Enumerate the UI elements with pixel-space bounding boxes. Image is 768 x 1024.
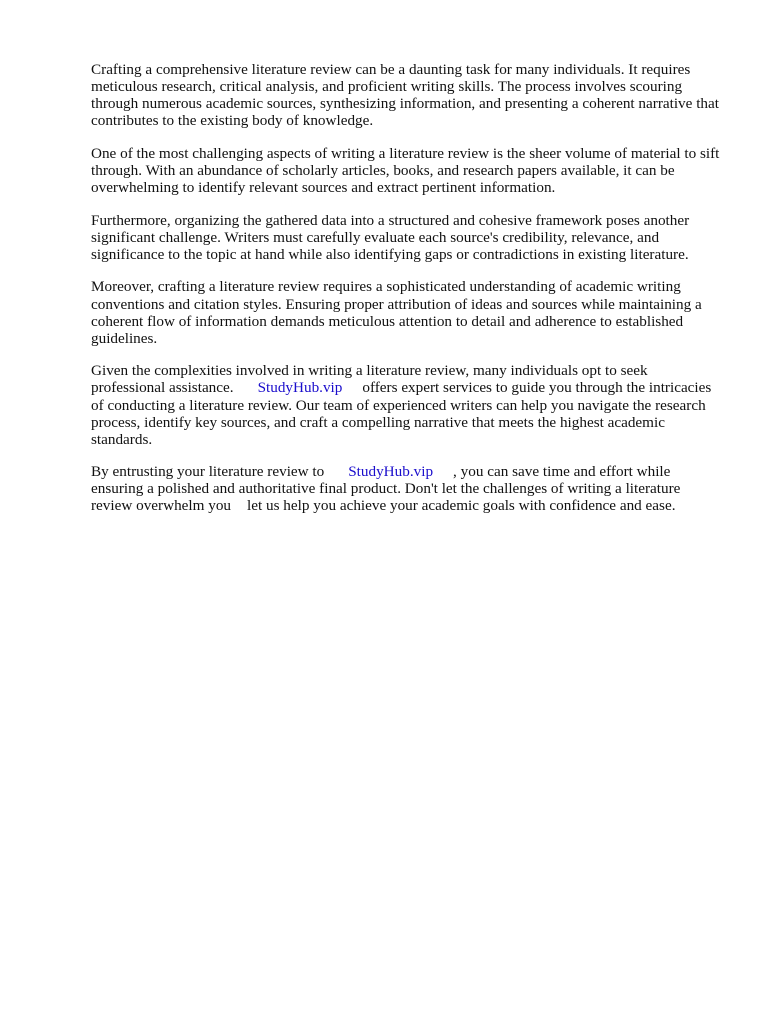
paragraph-organizing: Furthermore, organizing the gathered data into a structured and cohesive framework poses another significant challenge. Writers must carefully evaluate each source's credibility, relevance, and significance to the topic at hand while also identifying gaps or contradictions in existing literature. [91,211,690,263]
paragraph-assistance [91,362,723,447]
paragraph-intro: Crafting a comprehensive literature review can be a daunting task for many individuals. It requires meticulous research, critical analysis, and proficient writing skills. The process involves scouring through numerous academic sources, synthesizing information, and presenting a coherent narrative that contributes to the existing body of knowledge. [91,61,719,130]
entrusting-text-after: let us help you achieve your academic goals with confidence and ease. [247,497,676,515]
entrusting-text-before: By entrusting your literature review to [91,463,325,481]
paragraph-entrusting [91,463,723,514]
document-page [91,61,723,530]
assistance-text-after: offers expert services to guide you through the intricacies of conducting a literature review. Our team of experienced writers can help you navigate the research process, identify key sources, and craft a compelling narrative that meets the highest academic standards. [91,379,712,448]
entrusting-text-middle: , you can save time and effort while ensuring a polished and authoritative final product. Don't let the challenges of writing a literature review overwhelm you [91,463,681,515]
studyhub-link[interactable]: StudyHub.vip [257,379,343,397]
assistance-text-before: Given the complexities involved in writing a literature review, many individuals opt to seek professional assistance. [91,362,648,397]
paragraph-volume: One of the most challenging aspects of writing a literature review is the sheer volume of material to sift through. With an abundance of scholarly articles, books, and research papers available, it can be overwhelming to identify relevant sources and extract pertinent information. [91,144,720,197]
paragraph-conventions: Moreover, crafting a literature review requires a sophisticated understanding of academic writing conventions and citation styles. Ensuring proper attribution of ideas and sources while maintaining a coherent flow of information demands meticulous attention to detail and adherence to established guidelines. [91,278,702,347]
studyhub-link-2[interactable]: StudyHub.vip [348,463,434,481]
